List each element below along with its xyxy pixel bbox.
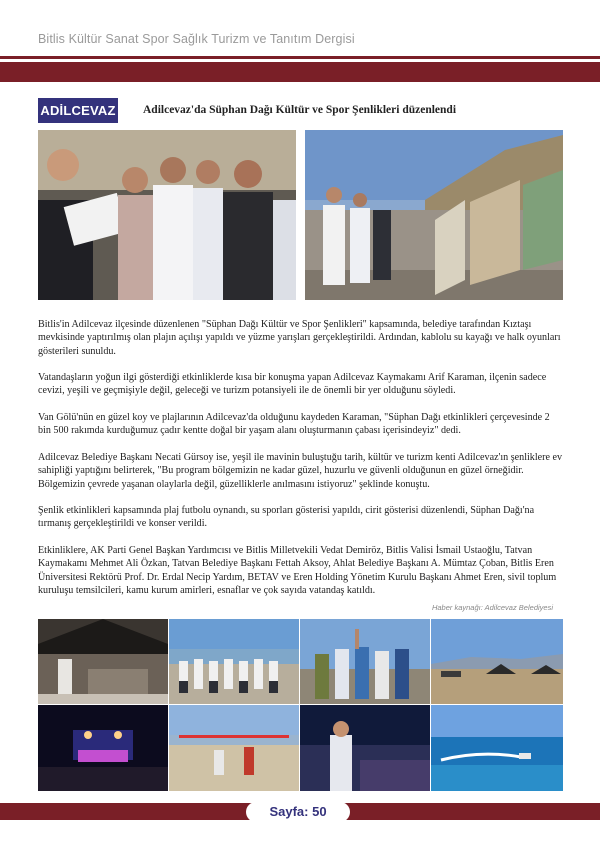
paragraph: Şenlik etkinlikleri kapsamında plaj futbolu oynandı, su sporları gösterisi yapıldı, cirit gösterisi düzenlendi, Süphan Dağı'na tırmanış gerçekleştirildi ve konser verildi. [38,505,535,530]
paragraph: Adilcevaz Belediye Başkanı Necati Gürsoy ise, yeşil ile mavinin buluştuğu tarih, kültür ve turizm kenti Adilcevaz'ın şenliklere ev sahipliği yaptığını belirterek, "Bu program bölgemizin ne kadar güzel, huzurlu ve güvenli olduğunun en güzel örneğidir. Bölgemizin çevrede yaşanan olaylarla değil, güzelliklerle anılmasını istiyoruz" şeklinde konuştu. [38,451,563,490]
photo-tents-plain [431,619,563,704]
news-source: Haber kaynağı: Adilcevaz Belediyesi [431,603,553,612]
header-rule [0,56,600,59]
paragraph: Vatandaşların yoğun ilgi gösterdiği etkinliklerde kısa bir konuşma yapan Adilcevaz Kaymakamı Arif Karaman, ilçenin sadece cevizi, yeşili ve geçmişiyle değil, geleceği ve turizm potansiyeli ile de önemli bir yer olduğunu söyledi. [38,372,547,397]
paragraph: Bitlis'in Adilcevaz ilçesinde düzenlenen "Süphan Dağı Kültür ve Spor Şenlikleri" kapsamında, belediye tarafından Kıztaşı mevkisinde yaptırılmış olan plajın açılışı yapıldı ve yüzme yarışları gerçekleştirildi. Ardından, kablolu su kayağı ve halk oyunları gösterileri sunuldu. [38,319,561,357]
page-label: Sayfa: [269,804,309,819]
photo-exhibition [305,130,563,300]
section-tag: ADİLCEVAZ [38,98,118,123]
paragraph: Etkinliklere, AK Parti Genel Başkan Yardımcısı ve Bitlis Milletvekili Vedat Demiröz, Bitlis Valisi İsmail Ustaoğlu, Tatvan Kaymakamı Mehmet Ali Özkan, Tatvan Belediye Başkanı Fettah Aksoy, Ahlat Belediye Başkanı A. Mümtaz Çoban, Bitlis Eren Üniversitesi Rektörü Prof. Dr. Erdal Necip Yardım, BETAV ve Eren Holding Yönetim Kurulu Başkanı Ahmet Eren, sivil toplum kuruluşu temsilcileri, kamu kurum amirleri, esnaflar ve çok sayıda vatandaş katıldı. [38,545,557,596]
header-band [0,62,600,82]
photo-celebration [300,619,430,704]
article-body [38,318,565,611]
photo-jetski [431,705,563,791]
magazine-title: Bitlis Kültür Sanat Spor Sağlık Turizm ve Tanıtım Dergisi [38,32,355,46]
photo-tent-crowd [38,619,168,704]
photo-concert [38,705,168,791]
photo-officials-speech [38,130,296,300]
page-number-badge [246,802,350,822]
photo-beach-football [169,705,299,791]
photo-group-lake [169,619,299,704]
paragraph: Van Gölü'nün en güzel koy ve plajlarının Adilcevaz'da olduğunu kaydeden Karaman, "Süphan Dağı etkinlikleri çerçevesinde 2 bin 500 rakımda kurduğumuz çadır kentte doğal bir yaşam alanı oluşturmanın çabası içerisindeyiz" dedi. [38,412,550,437]
article-title: Adilcevaz'da Süphan Dağı Kültür ve Spor Şenlikleri düzenlendi [143,104,457,116]
photo-stage-speaker [300,705,430,791]
page-number: 50 [312,804,327,819]
